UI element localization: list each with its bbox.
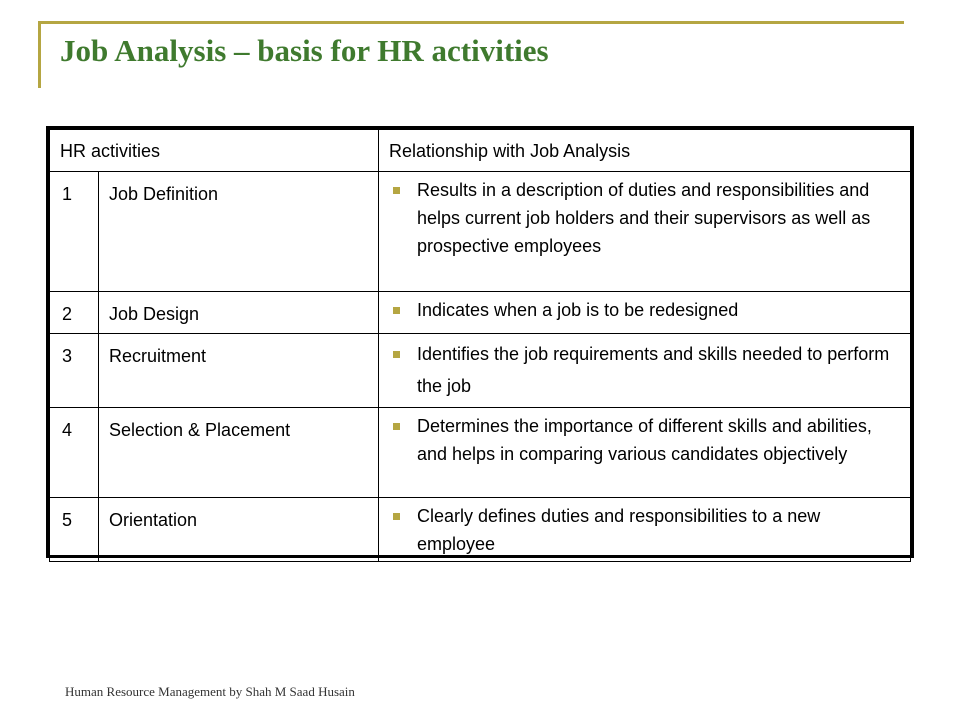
bullet-square-icon bbox=[393, 423, 400, 430]
table-row bbox=[50, 334, 911, 408]
slide-title: Job Analysis – basis for HR activities bbox=[60, 33, 549, 68]
bullet-square-icon bbox=[393, 187, 400, 194]
row-number: 2 bbox=[50, 292, 99, 334]
row-number: 1 bbox=[50, 172, 99, 292]
row-relationship bbox=[379, 334, 911, 408]
header-hr-activities: HR activities bbox=[50, 130, 379, 172]
header-relationship: Relationship with Job Analysis bbox=[379, 130, 911, 172]
row-relationship bbox=[379, 498, 911, 562]
row-relationship bbox=[379, 292, 911, 334]
relationship-text: Indicates when a job is to be redesigned bbox=[417, 300, 739, 320]
row-relationship bbox=[379, 408, 911, 498]
relationship-text: Results in a description of duties and responsibilities and helps current job holders and their supervisors as well as prospective employees bbox=[417, 180, 871, 256]
bullet-square-icon bbox=[393, 351, 400, 358]
table-row bbox=[50, 408, 911, 498]
bullet-square-icon bbox=[393, 307, 400, 314]
table-row bbox=[50, 498, 911, 562]
row-number: 4 bbox=[50, 408, 99, 498]
footer-credit: Human Resource Management by Shah M Saad Husain bbox=[65, 684, 355, 699]
accent-line-top bbox=[38, 21, 904, 24]
accent-line-left bbox=[38, 21, 41, 88]
row-number: 5 bbox=[50, 498, 99, 562]
row-activity: Orientation bbox=[99, 498, 379, 562]
row-number: 3 bbox=[50, 334, 99, 408]
row-relationship bbox=[379, 172, 911, 292]
relationship-text: Clearly defines duties and responsibilities to a new employee bbox=[417, 506, 821, 554]
row-activity: Job Design bbox=[99, 292, 379, 334]
table-row bbox=[50, 292, 911, 334]
hr-activities-table bbox=[46, 126, 914, 558]
relationship-text: Determines the importance of different skills and abilities, and helps in comparing various candidates objectively bbox=[417, 416, 872, 464]
table-header-row bbox=[50, 130, 911, 172]
relationship-text: Identifies the job requirements and skills needed to perform the job bbox=[417, 344, 890, 396]
row-activity: Selection & Placement bbox=[99, 408, 379, 498]
table-row bbox=[50, 172, 911, 292]
row-activity: Job Definition bbox=[99, 172, 379, 292]
bullet-square-icon bbox=[393, 513, 400, 520]
row-activity: Recruitment bbox=[99, 334, 379, 408]
